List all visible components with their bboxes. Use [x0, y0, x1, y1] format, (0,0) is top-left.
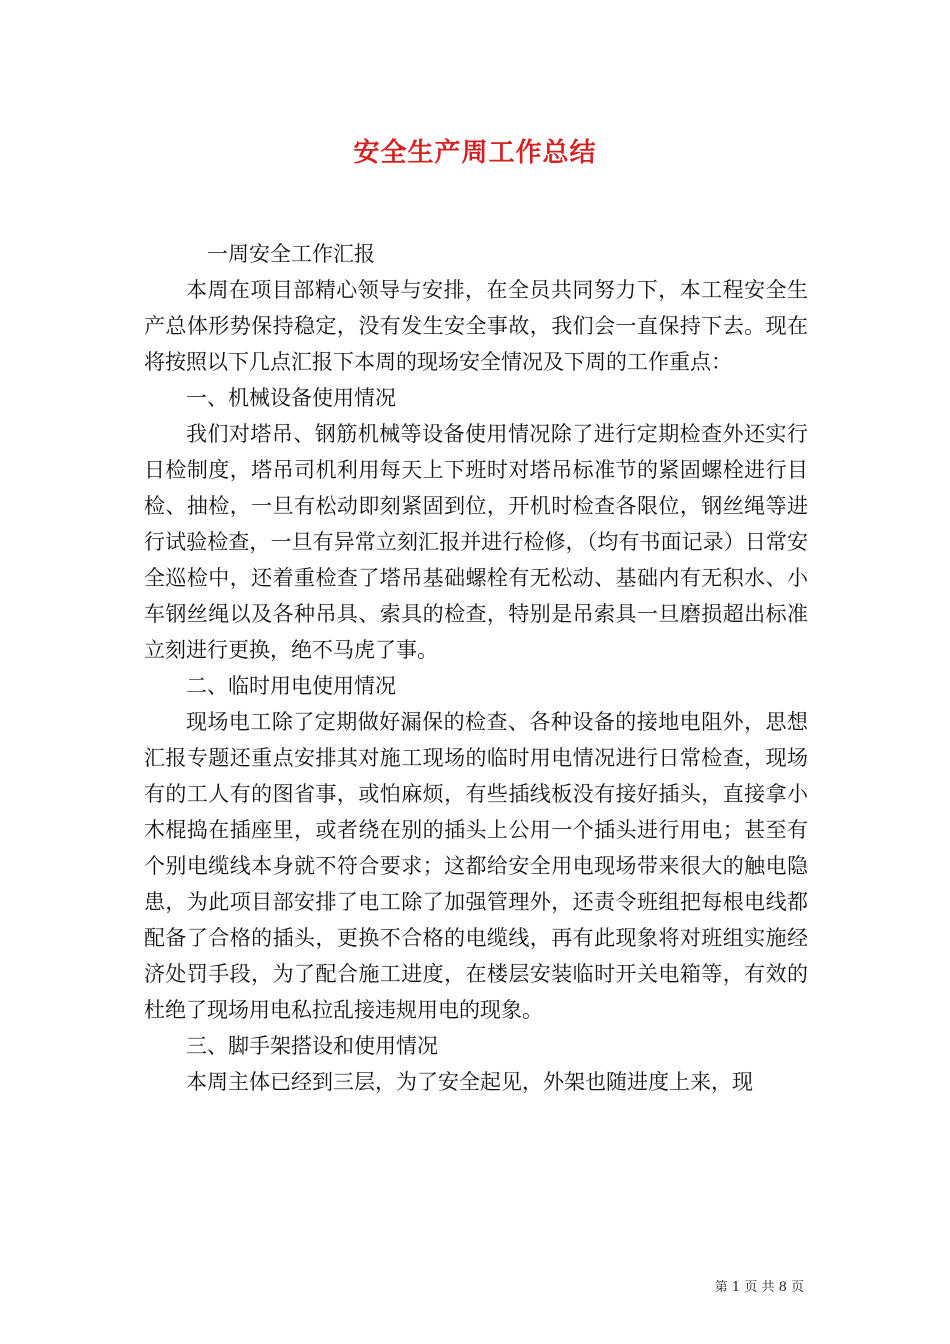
heading-electricity: 二、临时用电使用情况	[186, 674, 396, 698]
section-subtitle: 一周安全工作汇报	[207, 242, 375, 266]
paragraph-intro: 本周在项目部精心领导与安排，在全员共同努力下，本工程安全生产总体形势保持稳定，没有发生安全事故，我们会一直保持下去。现在将按照以下几点汇报下本周的现场安全情况及下周的工作重点：	[144, 278, 808, 374]
heading-machinery: 一、机械设备使用情况	[186, 386, 396, 410]
document-body	[144, 236, 808, 1100]
heading-scaffolding: 三、脚手架搭设和使用情况	[186, 1034, 438, 1058]
paragraph-scaffolding: 本周主体已经到三层，为了安全起见，外架也随进度上来，现	[186, 1070, 753, 1094]
document-title: 安全生产周工作总结	[353, 138, 597, 168]
paragraph-electricity: 现场电工除了定期做好漏保的检查、各种设备的接地电阻外，思想汇报专题还重点安排其对施工现场的临时用电情况进行日常检查，现场有的工人有的图省事，或怕麻烦，有些插线板没有接好插头，直接拿小木棍捣在插座里，或者绕在别的插头上公用一个插头进行用电；甚至有个别电缆线本身就不符合要求；这都给安全用电现场带来很大的触电隐患，为此项目部安排了电工除了加强管理外，还责令班组把每根电线都配备了合格的插头，更换不合格的电缆线，再有此现象将对班组实施经济处罚手段，为了配合施工进度，在楼层安装临时开关电箱等，有效的杜绝了现场用电私拉乱接违规用电的现象。	[144, 710, 808, 1022]
page-number: 第 1 页 共 8 页	[714, 1280, 804, 1295]
paragraph-machinery: 我们对塔吊、钢筋机械等设备使用情况除了进行定期检查外还实行日检制度，塔吊司机利用每天上下班时对塔吊标准节的紧固螺栓进行目检、抽检，一旦有松动即刻紧固到位，开机时检查各限位，钢丝绳等进行试验检查，一旦有异常立刻汇报并进行检修，（均有书面记录）日常安全巡检中，还着重检查了塔吊基础螺栓有无松动、基础内有无积水、小车钢丝绳以及各种吊具、索具的检查，特别是吊索具一旦磨损超出标准立刻进行更换，绝不马虎了事。	[144, 422, 808, 662]
